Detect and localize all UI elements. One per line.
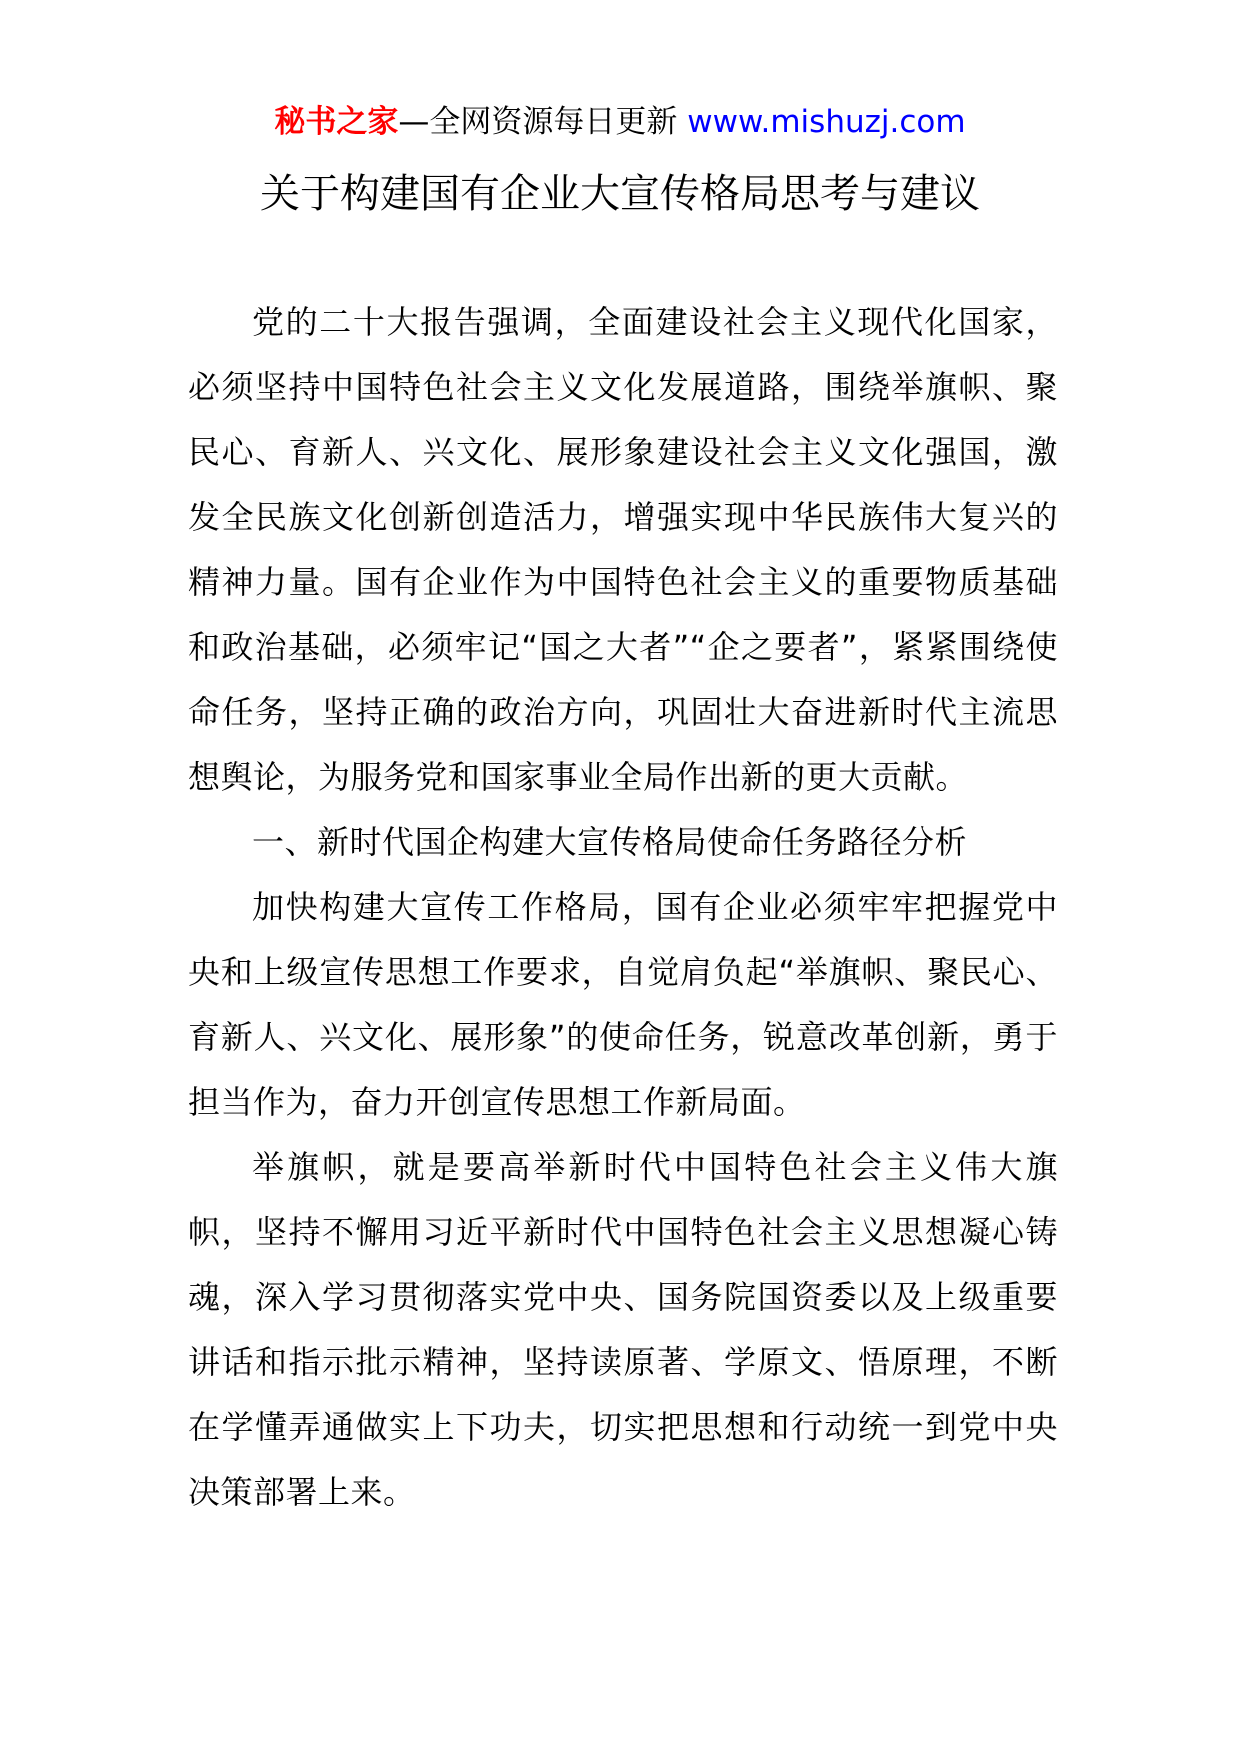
document-title: 关于构建国有企业大宣传格局思考与建议 [260,171,980,217]
site-url-link[interactable]: www.mishuzj.com [687,104,966,140]
document-body [188,290,1058,1525]
site-tagline: —全网资源每日更新 [398,104,678,140]
site-header [0,100,1240,144]
body-paragraph: 举旗帜，就是要高举新时代中国特色社会主义伟大旗帜，坚持不懈用习近平新时代中国特色社会主义思想凝心铸魂，深入学习贯彻落实党中央、国务院国资委以及上级重要讲话和指示批示精神，坚持读原著、学原文、悟原理，不断在学懂弄通做实上下功夫，切实把思想和行动统一到党中央决策部署上来。 [188,1148,1058,1511]
body-paragraph: 加快构建大宣传工作格局，国有企业必须牢牢把握党中央和上级宣传思想工作要求，自觉肩负起“举旗帜、聚民心、育新人、兴文化、展形象”的使命任务，锐意改革创新，勇于担当作为，奋力开创宣传思想工作新局面。 [188,888,1058,1121]
intro-paragraph: 党的二十大报告强调，全面建设社会主义现代化国家，必须坚持中国特色社会主义文化发展道路，围绕举旗帜、聚民心、育新人、兴文化、展形象建设社会主义文化强国，激发全民族文化创新创造活力，增强实现中华民族伟大复兴的精神力量。国有企业作为中国特色社会主义的重要物质基础和政治基础，必须牢记“国之大者”“企之要者”，紧紧围绕使命任务，坚持正确的政治方向，巩固壮大奋进新时代主流思想舆论，为服务党和国家事业全局作出新的更大贡献。 [188,303,1058,796]
site-name: 秘书之家 [274,104,399,140]
section-heading-1: 一、新时代国企构建大宣传格局使命任务路径分析 [252,823,968,861]
